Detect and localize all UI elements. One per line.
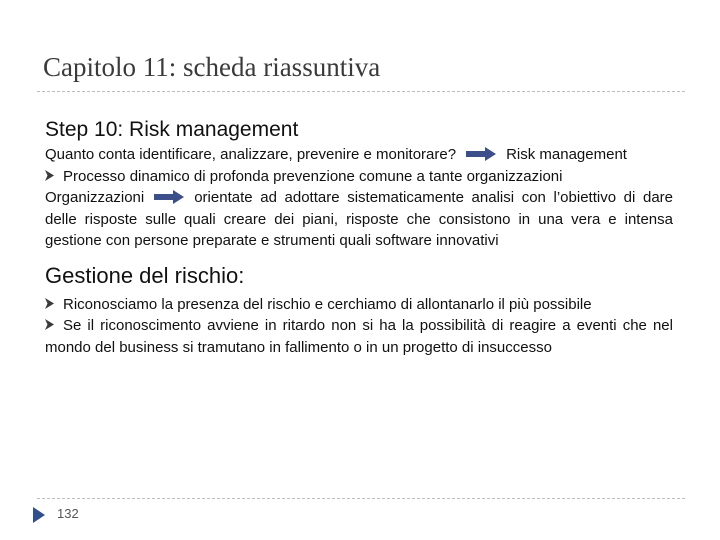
section-heading-risk-management: Step 10: Risk management: [45, 118, 299, 141]
bullet-arrow-icon: [45, 319, 54, 330]
footer-triangle-icon: [33, 507, 45, 523]
bullet-text: Processo dinamico di profonda prevenzione comune a tante organizzazioni: [63, 167, 563, 185]
slide-title: Capitolo 11: scheda riassuntiva: [43, 52, 381, 82]
bullet-item: [45, 166, 673, 188]
bullet-arrow-icon: [45, 298, 54, 309]
question-paragraph: [45, 144, 673, 166]
title-divider: [37, 91, 685, 92]
bullet-item: [45, 294, 673, 316]
bullet-item: [45, 315, 673, 358]
bullet-text: Riconosciamo la presenza del rischio e cerchiamo di allontanarlo il più possibile: [63, 295, 592, 313]
right-arrow-icon: [466, 147, 496, 161]
footer-divider: [37, 498, 685, 499]
section-heading-risk-handling: Gestione del rischio:: [45, 262, 245, 288]
organizations-text: orientate ad adottare sistematicamente analisi con l’obiettivo di dare delle risposte sulle quali creare dei piani, risposte che consistono in una vera e intensa gestione con persone preparate e strumenti quali software innovativi: [45, 189, 673, 249]
page-number: 132: [57, 506, 79, 521]
right-arrow-icon: [154, 190, 184, 204]
question-result: Risk management: [506, 146, 627, 163]
organizations-paragraph: [45, 187, 673, 252]
slide-content: [45, 116, 673, 358]
bullet-arrow-icon: [45, 170, 54, 181]
question-text: Quanto conta identificare, analizzare, prevenire e monitorare?: [45, 146, 457, 163]
organizations-label: Organizzazioni: [45, 189, 145, 206]
bullet-text: Se il riconoscimento avviene in ritardo non si ha la possibilità di reagire a eventi che nel mondo del business si tramutano in fallimento o in un progetto di insuccesso: [45, 317, 673, 356]
